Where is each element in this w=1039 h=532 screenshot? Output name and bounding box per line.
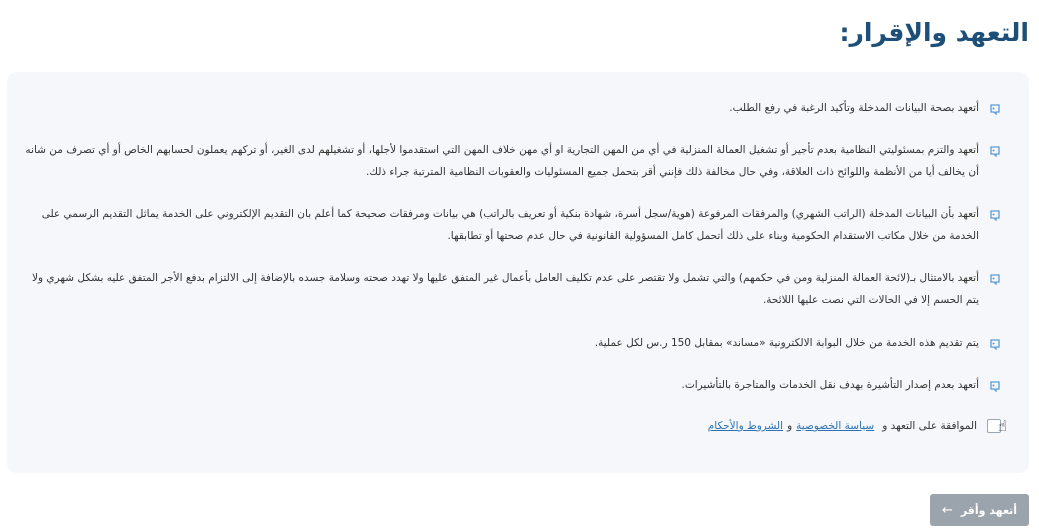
privacy-policy-link[interactable]: سياسة الخصوصية (796, 420, 875, 432)
submit-pledge-button[interactable] (930, 494, 1029, 526)
list-item (17, 144, 1001, 183)
hand-pointing-icon (989, 273, 1001, 285)
consent-row (707, 417, 1007, 435)
consent-checkbox[interactable] (987, 417, 1007, 435)
pledge-text: أتعهد بصحة البيانات المدخلة وتأكيد الرغبة في رفع الطلب. (729, 102, 979, 114)
hand-pointing-icon (989, 209, 1001, 221)
list-item (17, 102, 1001, 119)
hand-pointing-icon (989, 145, 1001, 157)
submit-label: أتعهد وأقر (960, 503, 1018, 517)
consent-label: الموافقة على التعهد و (882, 420, 977, 432)
pledge-text: يتم تقديم هذه الخدمة من خلال البوابة الالكترونية «مساند» بمقابل 150 ر.س لكل عملية. (594, 337, 979, 349)
pledge-text: أتعهد بأن البيانات المدخلة (الراتب الشهري) والمرفقات المرفوعة (هوية/سجل أسرة، شهادة بنكية أو تعريف بالراتب) هي بيانات ومرفقات صحيحة كما أعلم بان التقديم الإلكتروني على الخدمة يماثل التقديم الرسمي على الخدمة من خلال مكاتب الاستقدام الحكومية وبناء على ذلك أتحمل كامل المسؤولية القانونية في حال عدم صحتها أو تطابقها. (41, 208, 979, 242)
arrow-left-icon: ← (941, 502, 953, 518)
hand-pointing-icon (989, 338, 1001, 350)
hand-pointing-icon (989, 380, 1001, 392)
terms-link[interactable]: الشروط والأحكام (707, 420, 784, 432)
list-item (17, 272, 1001, 311)
hand-cursor-icon: ☝ (997, 417, 1007, 435)
list-item (17, 379, 1001, 396)
page-title: التعهد والإقرار: (839, 18, 1029, 47)
pledge-text: أتعهد بالامتثال بـ(لائحة العمالة المنزلية ومن في حكمهم) والتي تشمل ولا تقتصر على عدم تكليف العامل بأعمال غير المتفق عليها ولا تهدد صحته وسلامة جسده بالإضافة إلى الالتزام بدفع الأجر المتفق عليه بشكل شهري ولا يتم الحسم إلا في الحالات التي نصت عليها اللائحة. (32, 272, 979, 306)
consent-and: و (787, 420, 793, 432)
list-item (17, 208, 1001, 247)
pledge-text: أتعهد بعدم إصدار التأشيرة بهدف نقل الخدمات والمتاجرة بالتأشيرات. (681, 379, 979, 391)
pledge-card (7, 72, 1029, 473)
hand-pointing-icon (989, 103, 1001, 115)
pledge-text: أتعهد والتزم بمسئوليتي النظامية بعدم تأجير أو تشغيل العمالة المنزلية في أي من المهن التجارية او أي مهن خلاف المهن التي استقدموا لأجلها، أو تشغيلهم لدى الغير، أو تركهم يعملون لحسابهم الخاص أو أي تصرف من شانه أن يخالف أيا من الأنظمة واللوائح ذات العلاقة، وفي حال مخالفة ذلك فإنني أقر بتحمل جميع المسئوليات والعقوبات النظامية المترتبة جراء ذلك. (25, 144, 979, 178)
list-item (17, 337, 1001, 354)
